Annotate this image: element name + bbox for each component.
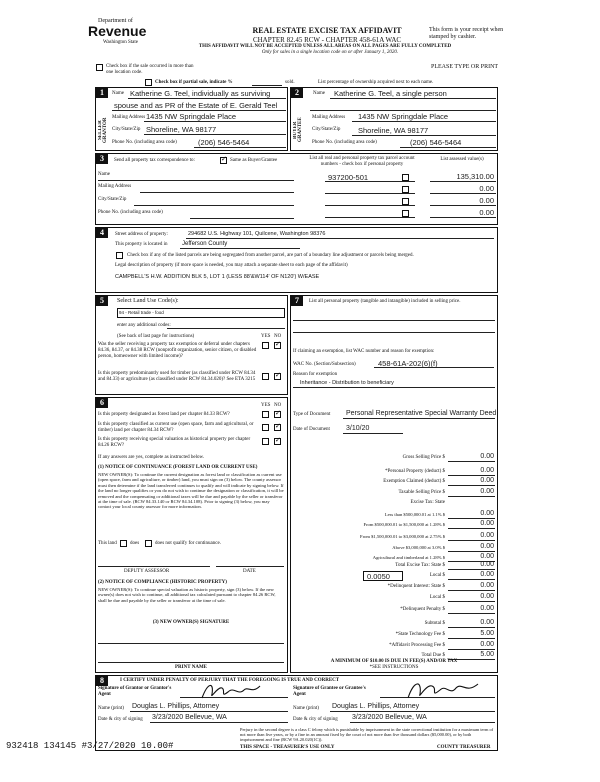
notice-1-body: NEW OWNER(S): To continue the current designation as forest land or classification as current use (open space, farm and agriculture, or timber) land, you must sign on (3) below. The county assessor must then determine if the land transferred continues to qualify and will indicate by signing below. If the land no longer qualifies or you do not wish to continue the designation or classification, it will be removed and the compensating or additional taxes will be due and payable by the seller or transferor at the time of sale. (RCW 84.33.140 or RCW 84.34.108). Prior to signing (3) below, you may contact your local county assessor for more information. [98,472,284,510]
s3-phone-line[interactable] [190,218,294,219]
tax-row-label: Gross Selling Price $ [402,455,445,460]
see-back-note: (See back of last page for instructions) [117,334,195,339]
assessed-value-3[interactable]: 0.00 [479,196,494,205]
street-line [186,238,494,239]
tax-row-line [448,601,495,602]
grantor-date[interactable]: 3/23/2020 Bellevue, WA [152,714,227,721]
tax-row-label: Taxable Selling Price $ [398,490,445,495]
buyer-phone-label: Phone No. (including area code) [312,140,377,145]
does-not-checkbox[interactable] [145,540,152,547]
parcel-number[interactable]: 937200-501 [328,173,369,182]
seller-name-line-1 [128,98,286,99]
grantee-date-label: Date & city of signing [293,717,338,722]
s5-q2-yes[interactable] [262,373,269,380]
deputy-line[interactable] [98,566,210,567]
s3-name-line[interactable] [98,180,294,181]
wac-line [374,367,494,368]
multi-location-label: Check box if the sale occurred in more than one location code. [106,64,194,75]
seller-phone-line [194,147,286,148]
s3-mail-line[interactable] [140,192,294,193]
doc-type[interactable]: Personal Representative Special Warranty Deed [346,410,497,417]
s6-q1: Is this property designated as forest land per chapter 84.33 RCW? [98,412,230,417]
s6-if-yes: If any answers are yes, complete as instructed below. [98,455,205,460]
tax-row-line [448,518,495,519]
s5-q2: Is this property predominantly used for timber (as classified under RCW 84.34 and 84.33) or agriculture (as classified under RCW 84.34.020)? See ETA 3215 [98,371,256,382]
tax-row-line [448,613,495,614]
only-for-line: Only for sales in a single location code on or after January 1, 2020. [261,50,399,55]
tax-row-label: Total Due $ [421,653,445,658]
buyer-phone[interactable]: (206) 546-5464 [410,138,462,147]
assessed-value-2[interactable]: 0.00 [479,184,494,193]
buyer-city[interactable]: Shoreline, WA 98177 [358,126,429,135]
assessed-line-3 [430,205,496,206]
tax-row-label: Less than $500,000.01 at 1.1% $ [384,512,445,517]
personal-property-checkbox-3[interactable] [402,198,409,205]
s5-q1-no[interactable] [274,342,281,349]
tax-row-line [448,579,495,580]
seller-city-label: City/State/Zip [112,127,141,132]
s3-phone-label: Phone No. (including area code) [98,210,163,215]
s5-yes-header: YES [261,334,271,339]
partial-sale-checkbox[interactable] [145,79,152,86]
pp-line-2[interactable] [293,332,495,333]
doc-date-line [343,433,403,434]
seller-mail-line [144,121,286,122]
s6-yes-header: YES [261,403,271,408]
grantee-signature [404,678,484,702]
new-owner-sig-line[interactable] [98,643,284,644]
ownership-note: List percentage of ownership acquired next to each name. [318,80,434,85]
tax-row-value[interactable]: 0.00 [480,593,494,600]
buyer-name-label: Name [313,91,325,96]
tax-row-value[interactable]: 0.00 [480,520,494,527]
does-label: does [130,541,140,546]
doc-type-label: Type of Document [293,412,331,417]
section-2-number: 2 [291,88,303,98]
seller-phone-label: Phone No. (including area code) [112,140,177,145]
tax-row-value[interactable]: 0.00 [480,553,494,560]
parcel-line-4 [325,217,415,218]
assessed-value-1[interactable]: 135,310.00 [456,172,494,181]
reason-text[interactable]: Inheritance - Distribution to beneficiary [300,380,394,386]
s5-q1-yes[interactable] [262,342,269,349]
s6-q2-no[interactable] [274,424,281,431]
tax-row-value[interactable]: 0.00 [480,571,494,578]
section-8-number: 8 [96,676,108,686]
buyer-side-label: BUYER GRANTEE [293,117,303,143]
buyer-city-label: City/State/Zip [312,127,341,132]
tax-row-label: Agricultural and timberland at 1.28% $ [372,555,445,560]
grantee-name-line [330,711,495,712]
tax-row-line [448,551,495,552]
tax-row-value[interactable]: 0.00 [480,532,494,539]
perjury-notice: Perjury in the second degree is a class C felony which is punishable by imprisonment in the state correctional institution for a maximum term of not more than five years, or by a fine in an amount fixed by the court of not more than five thousand dollars ($5,000.00), or by both imprisonment and fine (RCW 9A.20.020(1C)). [240,727,494,742]
tax-row-line [448,528,495,529]
buyer-name-line-2 [310,110,496,111]
s6-q2: Is this property classified as current use (open space, farm and agricultural, or timber) land per chapter 84.34 RCW? [98,422,254,433]
grantor-date-label: Date & city of signing [98,717,143,722]
tax-row-line [448,485,495,486]
land-use-label: Select Land Use Code(s): [117,298,179,304]
this-land-label: This land [98,541,117,546]
buyer-phone-line [400,147,496,148]
tax-row-line [448,649,495,650]
form-title: REAL ESTATE EXCISE TAX AFFIDAVIT [252,26,402,35]
buyer-name[interactable]: Katherine G. Teel, a single person [334,89,447,98]
section-7-number: 7 [291,296,303,306]
grantor-name-line [130,711,288,712]
tax-row-value[interactable]: 0.00 [480,488,494,495]
assessed-line-2 [430,193,496,194]
tax-row-label: Local $ [429,595,445,600]
seller-name-line-2 [112,110,286,111]
located-label: This property is located in [115,242,168,247]
reason-label: Reason for exemption [293,372,338,377]
tax-row-label: Exemption Claimed (deduct) $ [383,479,445,484]
tax-row-value[interactable]: 0.00 [480,641,494,648]
tax-row-label: Above $3,000,000 at 3.0% $ [392,545,445,550]
type-print: PLEASE TYPE OR PRINT [431,64,499,70]
additional-codes-line[interactable] [167,328,285,329]
treasurer-use: THIS SPACE - TREASURER'S USE ONLY [240,745,335,750]
notice-3-title: (3) NEW OWNER(S) SIGNATURE [152,620,230,625]
notice-2-title: (2) NOTICE OF COMPLIANCE (HISTORIC PROPERTY) [98,580,227,585]
notice-1-title: (1) NOTICE OF CONTINUANCE (FOREST LAND OR CURRENT USE) [98,465,258,470]
doc-type-line [343,418,495,419]
segregated-checkbox[interactable] [116,252,123,259]
assessed-line-4 [430,217,496,218]
parcel-line-1 [325,181,415,182]
partial-sale-label: Check box if partial sale, indicate % [155,80,233,85]
form-subtitle: CHAPTER 82.45 RCW - CHAPTER 458-61A WAC [252,36,402,44]
tax-row-value[interactable]: 0.00 [480,453,494,460]
parcel-line-3 [325,205,415,206]
s5-no-header: NO [274,334,282,339]
tax-row-value[interactable]: 5.00 [480,630,494,637]
does-checkbox[interactable] [120,540,127,547]
tax-row-line [448,590,495,591]
tax-row-line [448,638,495,639]
tax-row-value[interactable]: 0.00 [480,467,494,474]
s6-q3-no[interactable] [274,438,281,445]
buyer-city-line [352,135,496,136]
dept-label: Department of [98,18,133,24]
minimum-note: A MINIMUM OF $10.00 IS DUE IN FEE(S) AND/OR TAX [330,659,458,664]
street-address[interactable]: 294682 U.S. Highway 101, Quilcene, Washington 98376 [188,231,326,237]
same-as-buyer-label: Same as Buyer/Grantee [230,158,278,163]
tax-row-label: *State Technology Fee $ [395,632,445,637]
grantor-name[interactable]: Douglas L. Phillips, Attorney [132,703,220,710]
see-instructions: *SEE INSTRUCTIONS [369,665,419,670]
legal-description[interactable]: CAMPBELL'S H.W. ADDITION BLK 5, LOT 1 (LESS 88'&W114' OF N120') W/EASE [115,274,320,280]
seller-mail[interactable]: 1435 NW Springdale Place [146,112,237,121]
print-name-label: PRINT NAME [175,665,207,670]
tax-row-value[interactable]: 0.00 [480,543,494,550]
tax-row-line [448,569,495,570]
grantee-sig-label: Signature of Grantee or Grantee's Agent [293,686,366,697]
does-not-label: does not qualify for continuance. [155,541,221,546]
tax-row-line [448,496,495,497]
s3-name-label: Name [98,172,110,177]
state-label: Washington State [103,40,139,45]
tax-row-value[interactable]: 0.00 [480,605,494,612]
s3-mail-label: Mailing Address [98,184,132,189]
multi-location-checkbox[interactable] [96,64,103,71]
section-3-number: 3 [96,154,108,164]
located-county[interactable]: Jefferson County [182,241,228,247]
assessed-value-4[interactable]: 0.00 [479,208,494,217]
tax-row-value[interactable]: 0.00 [480,561,494,568]
exemption-label: If claiming an exemption, list WAC number and reason for exemption: [293,349,435,354]
seller-city-line [144,134,286,135]
tax-row-label: Subtotal $ [424,621,445,626]
reason-line [293,387,495,388]
warning-line: THIS AFFIDAVIT WILL NOT BE ACCEPTED UNLESS ALL AREAS ON ALL PAGES ARE FULLY COMPLETED [198,44,452,49]
seller-phone[interactable]: (206) 546-5464 [198,138,250,147]
personal-property-label: List all personal property (tangible and intangible) included in selling price. [309,299,461,304]
grantor-sig-label: Signature of Grantor or Grantor's Agent [98,686,172,697]
section-5-number: 5 [96,296,108,306]
seller-name-2[interactable]: spouse and as PR of the Estate of E. Gerald Teel [114,101,278,110]
seller-name-1[interactable]: Katherine G. Teel, individually as surviving [130,89,271,98]
sold-label: sold. [285,80,295,85]
tax-row-value[interactable]: 0.00 [480,510,494,517]
grantee-date[interactable]: 3/23/2020 Bellevue, WA [352,714,427,721]
tax-row-label: Local $ [429,573,445,578]
recording-stamp: 932418 134145 #3/27/2020 10.00# [6,741,174,751]
tax-row-value[interactable]: 0.00 [480,582,494,589]
section-6-number: 6 [96,398,108,408]
pp-line-1[interactable] [293,320,495,321]
tax-row-line [448,627,495,628]
s6-q3: Is this property receiving special valuation as historical property per chapter 84.26 RCW? [98,437,251,448]
s3-city-label: City/State/Zip [98,197,127,202]
local-rate: 0.0050 [367,572,390,581]
certify-statement: I CERTIFY UNDER PENALTY OF PERJURY THAT THE FOREGOING IS TRUE AND CORRECT [120,678,340,683]
deputy-label: DEPUTY ASSESSOR [124,569,170,574]
grantor-name-label: Name (print) [98,706,124,711]
s6-q1-yes[interactable] [262,411,269,418]
tax-row-line [448,475,495,476]
grantor-signature [198,680,268,702]
county-treasurer: COUNTY TREASURER [437,745,491,750]
s6-q2-yes[interactable] [262,424,269,431]
assessed-line-1 [430,181,496,182]
tax-row-line [448,540,495,541]
tax-row-label: *Personal Property (deduct) $ [385,469,445,474]
personal-property-checkbox-2[interactable] [402,186,409,193]
legal-label: Legal description of property (if more space is needed, you may attach a separate sheet to each page of the affidavit) [115,263,348,268]
grantee-name[interactable]: Douglas L. Phillips, Attorney [332,703,420,710]
seller-side-label: SELLER GRANTOR [98,117,108,143]
s6-no-header: NO [274,403,282,408]
partial-pct-line[interactable] [252,85,282,86]
deputy-date-label: DATE [243,569,256,574]
print-name-line[interactable] [98,662,284,663]
street-label: Street address of property: [115,232,168,237]
segregated-label: Check box if any of the listed parcels are being segregated from another parcel, are part of a boundary line adjustment or parcels being merged. [127,253,414,258]
grantee-name-label: Name (print) [293,706,319,711]
tax-row-value[interactable]: 5.00 [480,651,494,658]
doc-date-label: Date of Document [293,427,330,432]
deputy-date-line[interactable] [216,566,284,567]
s5-q1: Was the seller receiving a property tax exemption or deferral under chapters 84.36, 84.37, or 84.38 RCW (nonprofit organization, senior citizen, or disabled person, homeowner with limited income)? [98,342,257,359]
seller-name-label: Name [112,91,124,96]
revenue-logo: Revenue [88,23,147,39]
section-1-number: 1 [96,88,108,98]
tax-row-label: Excise Tax: State [410,500,445,505]
parcel-header: List all real and personal property tax parcel account numbers - check box if personal property [309,156,415,167]
tax-row-line [448,461,495,462]
tax-row-label: From $1,500,000.01 to $3,000,000 at 2.75% $ [360,534,445,539]
doc-date[interactable]: 3/10/20 [346,425,370,432]
send-correspondence-label: Send all property tax correspondence to: [114,158,195,163]
located-line [180,248,300,249]
tax-row-value[interactable]: 0.00 [480,477,494,484]
tax-row-value[interactable]: 0.00 [480,619,494,626]
land-use-code: 94 - Retail trade - food [119,310,164,315]
tax-row-label: From $500,000.01 to $1,500,000 at 1.28% $ [363,522,445,527]
personal-property-checkbox-4[interactable] [402,210,409,217]
buyer-name-line-1 [330,98,496,99]
s5-q2-no[interactable] [274,373,281,380]
additional-codes-label: enter any additional codes: [117,323,171,328]
same-as-buyer-checkbox[interactable] [220,157,227,164]
buyer-mail-line [352,121,496,122]
parcel-line-2 [325,193,415,194]
wac-number[interactable]: 458-61A-202(6)(f) [378,359,438,368]
assessed-header: List assessed value(s) [440,157,484,162]
s3-city-line[interactable] [134,205,294,206]
tax-row-label: Total Excise Tax: State $ [395,563,445,568]
tax-row-label: *Delinquent Penalty $ [400,607,445,612]
tax-row-label: *Delinquent Interest: State $ [387,584,445,589]
receipt-note: This form is your receipt when stamped by cashier. [429,27,504,40]
wac-label: WAC No. (Section/Subsection) [293,362,356,367]
section-4-number: 4 [96,228,108,238]
personal-property-checkbox-1[interactable] [402,174,409,181]
seller-city[interactable]: Shoreline, WA 98177 [146,125,217,134]
tax-row-label: *Affidavit Processing Fee $ [389,643,445,648]
grantor-date-line [150,722,288,723]
grantee-date-line [350,722,495,723]
notice-2-body: NEW OWNER(S): To continue special valuation as historic property, sign (3) below. If the new owner(s) does not wish to continue, all additional tax calculated pursuant to chapter 84.26 RCW, shall be due and payable by the seller or transferor at the time of sale. [98,587,276,603]
buyer-mail[interactable]: 1435 NW Springdale Place [358,112,449,121]
buyer-mail-label: Mailing Address [312,115,346,120]
s6-q3-yes[interactable] [262,438,269,445]
s6-q1-no[interactable] [274,411,281,418]
seller-mail-label: Mailing Address [112,115,146,120]
